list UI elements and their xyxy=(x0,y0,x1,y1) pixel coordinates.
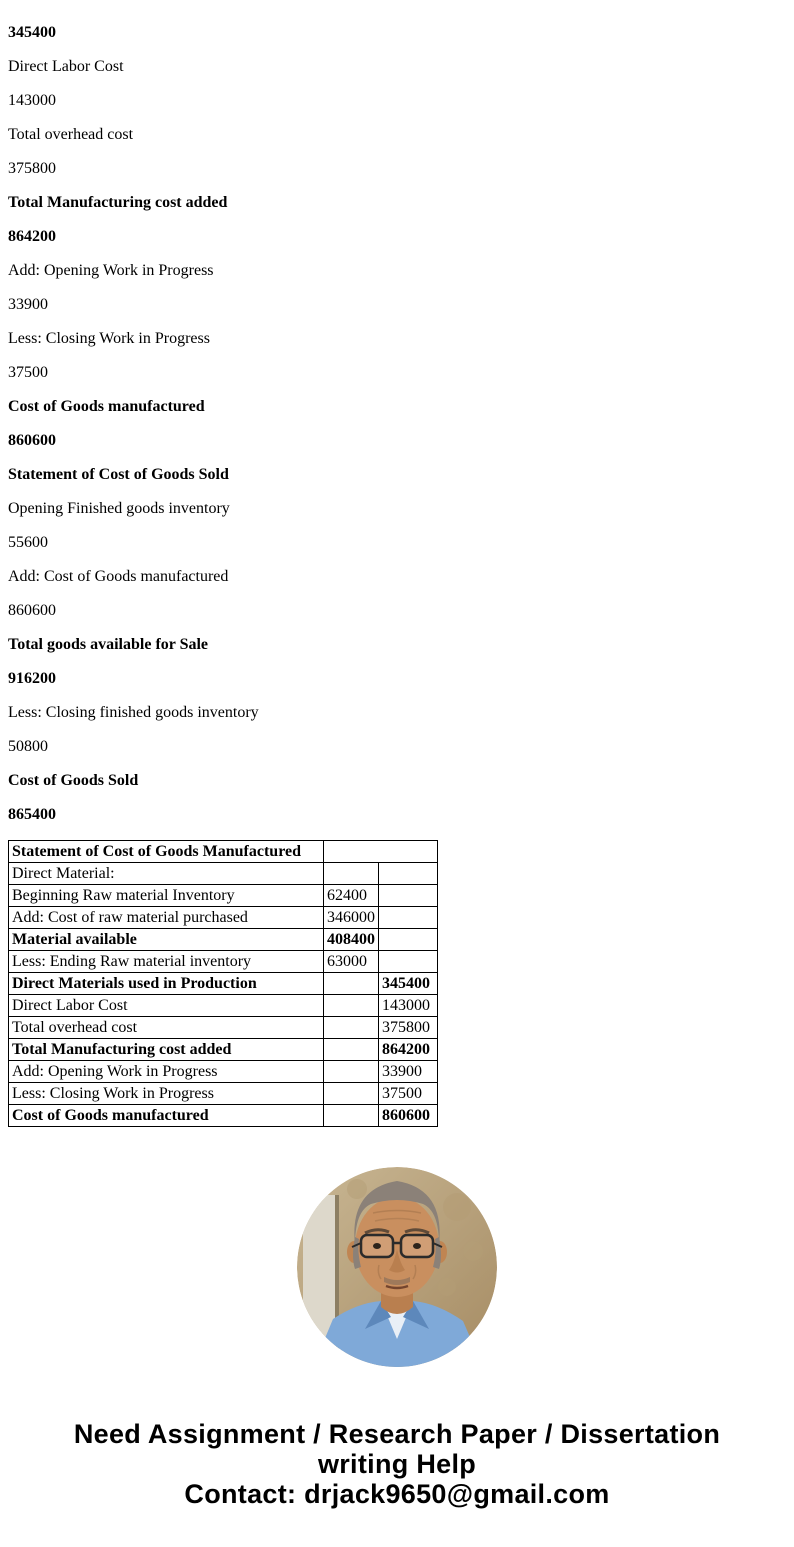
row-value-col2 xyxy=(379,863,438,885)
table-title-spacer xyxy=(324,841,438,863)
paragraph: Less: Closing Work in Progress xyxy=(8,330,210,347)
row-label: Less: Closing Work in Progress xyxy=(9,1083,324,1105)
paragraph: 33900 xyxy=(8,296,48,313)
table-row xyxy=(9,1083,438,1105)
paragraph: 865400 xyxy=(8,806,56,823)
paragraph: 860600 xyxy=(8,432,56,449)
row-value-col1 xyxy=(324,1083,379,1105)
cogm-table xyxy=(8,840,438,1127)
row-label: Cost of Goods manufactured xyxy=(9,1105,324,1127)
table-row xyxy=(9,995,438,1017)
row-value-col1 xyxy=(324,863,379,885)
row-label: Direct Labor Cost xyxy=(9,995,324,1017)
paragraph: Total overhead cost xyxy=(8,126,134,143)
paragraph: 143000 xyxy=(8,92,56,109)
row-value-col1 xyxy=(324,973,379,995)
row-label: Total overhead cost xyxy=(9,1017,324,1039)
row-label: Material available xyxy=(9,929,324,951)
row-value-col2: 375800 xyxy=(379,1017,438,1039)
row-value-col1 xyxy=(324,1105,379,1127)
paragraph: 864200 xyxy=(8,228,56,245)
paragraph: 345400 xyxy=(8,24,56,41)
row-label: Add: Opening Work in Progress xyxy=(9,1061,324,1083)
paragraph: Add: Cost of Goods manufactured xyxy=(8,568,229,585)
row-value-col2: 143000 xyxy=(379,995,438,1017)
row-value-col2 xyxy=(379,929,438,951)
row-value-col1: 63000 xyxy=(324,951,379,973)
row-value-col2 xyxy=(379,907,438,929)
table-row xyxy=(9,973,438,995)
paragraph: 37500 xyxy=(8,364,48,381)
paragraph: 50800 xyxy=(8,738,48,755)
row-value-col2 xyxy=(379,951,438,973)
row-value-col1 xyxy=(324,1039,379,1061)
avatar-container xyxy=(8,1167,786,1367)
paragraph: 916200 xyxy=(8,670,56,687)
row-value-col1: 62400 xyxy=(324,885,379,907)
table-row xyxy=(9,1017,438,1039)
row-value-col2: 864200 xyxy=(379,1039,438,1061)
table-row xyxy=(9,1039,438,1061)
row-value-col2: 33900 xyxy=(379,1061,438,1083)
help-banner-line: Need Assignment / Research Paper / Dissertation writing Help xyxy=(73,1419,721,1479)
row-value-col1 xyxy=(324,995,379,1017)
table-row xyxy=(9,1061,438,1083)
row-value-col1: 346000 xyxy=(324,907,379,929)
paragraph: Less: Closing finished goods inventory xyxy=(8,704,259,721)
row-label: Beginning Raw material Inventory xyxy=(9,885,324,907)
row-value-col2: 860600 xyxy=(379,1105,438,1127)
paragraph: Opening Finished goods inventory xyxy=(8,500,230,517)
paragraph: Cost of Goods Sold xyxy=(8,772,139,789)
paragraph: Total Manufacturing cost added xyxy=(8,194,228,211)
table-row xyxy=(9,885,438,907)
help-banner xyxy=(34,1419,760,1509)
row-label: Add: Cost of raw material purchased xyxy=(9,907,324,929)
person-photo xyxy=(297,1167,497,1367)
paragraph: 860600 xyxy=(8,602,56,619)
paragraph: 375800 xyxy=(8,160,56,177)
table-row xyxy=(9,951,438,973)
paragraph: Direct Labor Cost xyxy=(8,58,124,75)
row-label: Total Manufacturing cost added xyxy=(9,1039,324,1061)
row-value-col1: 408400 xyxy=(324,929,379,951)
table-title: Statement of Cost of Goods Manufactured xyxy=(9,841,324,863)
paragraph: Total goods available for Sale xyxy=(8,636,209,653)
row-label: Direct Material: xyxy=(9,863,324,885)
row-value-col2 xyxy=(379,885,438,907)
paragraph: Cost of Goods manufactured xyxy=(8,398,205,415)
row-value-col2: 37500 xyxy=(379,1083,438,1105)
person-photo-graphic xyxy=(297,1167,497,1367)
table-title-row xyxy=(9,841,438,863)
row-value-col2: 345400 xyxy=(379,973,438,995)
paragraph: Statement of Cost of Goods Sold xyxy=(8,466,229,483)
table-row xyxy=(9,863,438,885)
contact-email-line: Contact: drjack9650@gmail.com xyxy=(184,1479,610,1509)
table-row xyxy=(9,1105,438,1127)
cogm-table-body xyxy=(9,841,438,1127)
row-value-col1 xyxy=(324,1061,379,1083)
row-label: Less: Ending Raw material inventory xyxy=(9,951,324,973)
table-row xyxy=(9,907,438,929)
paragraph: 55600 xyxy=(8,534,48,551)
paragraph-list xyxy=(8,24,786,824)
row-value-col1 xyxy=(324,1017,379,1039)
paragraph: Add: Opening Work in Progress xyxy=(8,262,214,279)
row-label: Direct Materials used in Production xyxy=(9,973,324,995)
table-row xyxy=(9,929,438,951)
